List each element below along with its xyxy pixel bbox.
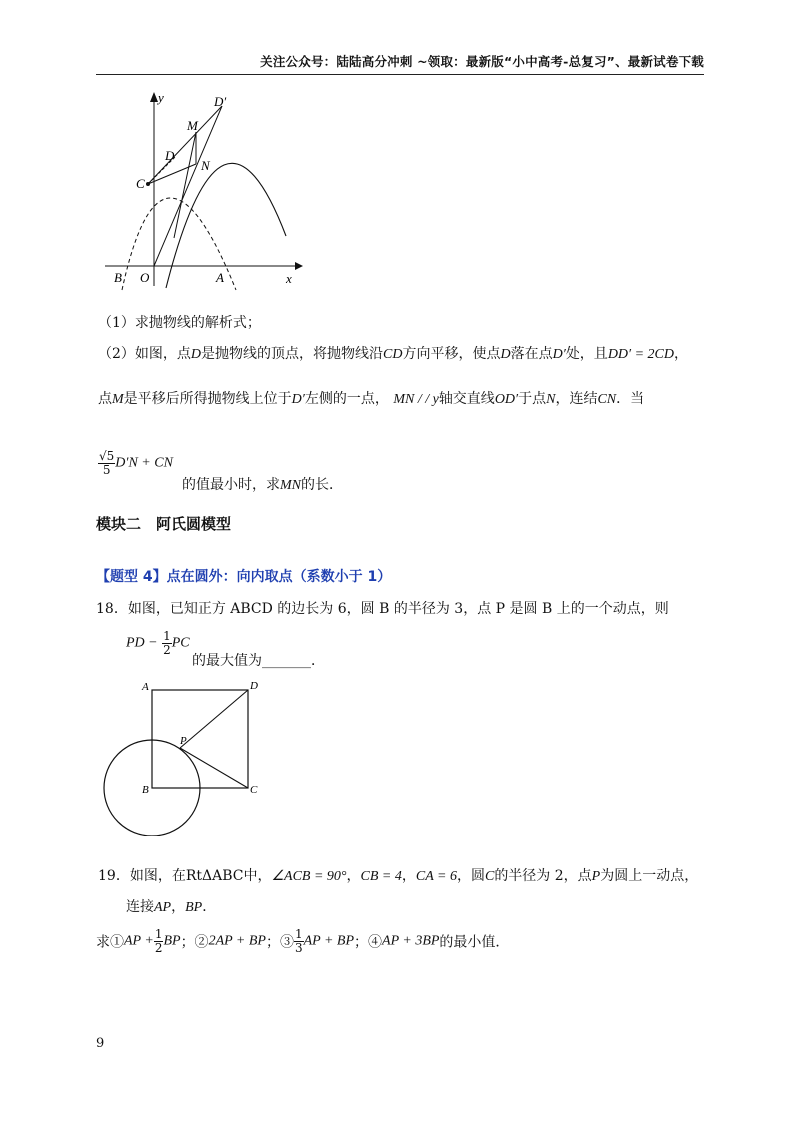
module-title: 模块二 阿氏圆模型	[96, 515, 232, 533]
label-n: N	[201, 158, 210, 173]
q17-part1: （1）求抛物线的解析式；	[98, 315, 261, 331]
q18-expr: PD − $\frac{1}{2}$ PC	[126, 629, 190, 657]
label-b: B	[114, 270, 122, 285]
label-a: A	[142, 681, 149, 693]
square-circle-figure	[100, 676, 275, 836]
q19-expressions: 求①AP + $\frac{1}{2}$ BP；②2AP + BP；③ $\frac{1}{3}$ AP + BP；④AP + 3BP的最小值．	[96, 927, 510, 955]
label-c: C	[250, 784, 258, 796]
q17-line4-tail: 的值最小时，求MN的长．	[182, 477, 343, 493]
q19-line2: 连接AP，BP．	[126, 899, 217, 915]
parabola-figure	[100, 88, 305, 293]
label-b: B	[142, 784, 149, 796]
topic-title: 【题型 4】点在圆外：向内取点（系数小于 1）	[96, 569, 392, 585]
label-y: y	[158, 90, 164, 105]
label-x: x	[286, 271, 292, 286]
label-d-prime: D′	[214, 94, 227, 109]
label-c: C	[136, 176, 145, 191]
q17-line4: $\frac{√5}{5}$ D′N + CN	[99, 449, 173, 477]
label-p: P	[180, 735, 187, 747]
page-header: 关注公众号：陆陆高分冲刺 ~领取：最新版“小中高考-总复习”、最新试卷下载	[96, 52, 704, 75]
q18-line1: 18．如图，已知正方 ABCD 的边长为 6，圆 B 的半径为 3，点 P 是圆 B 上的一个动点，则	[96, 601, 669, 617]
label-a: A	[216, 270, 224, 285]
page-number: 9	[96, 1036, 105, 1051]
q17-line3: 点M是平移后所得抛物线上位于D′左侧的一点， MN / / y轴交直线OD′于点N，连结CN．当	[98, 391, 645, 407]
q18-tail: 的最大值为_______．	[192, 653, 325, 669]
label-o: O	[140, 270, 150, 285]
label-m: M	[187, 118, 198, 133]
q17-part2-line: （2）如图，点D是抛物线的顶点，将抛物线沿CD方向平移，使点D落在点D′处，且DD′ = 2CD，	[98, 346, 688, 362]
label-d: D	[250, 680, 258, 692]
label-d: D	[165, 148, 175, 163]
q19-line1: 19．如图，在RtΔABC中，∠ACB = 90°，CB = 4，CA = 6，圆C的半径为 2，点P为圆上一动点，	[98, 868, 699, 884]
